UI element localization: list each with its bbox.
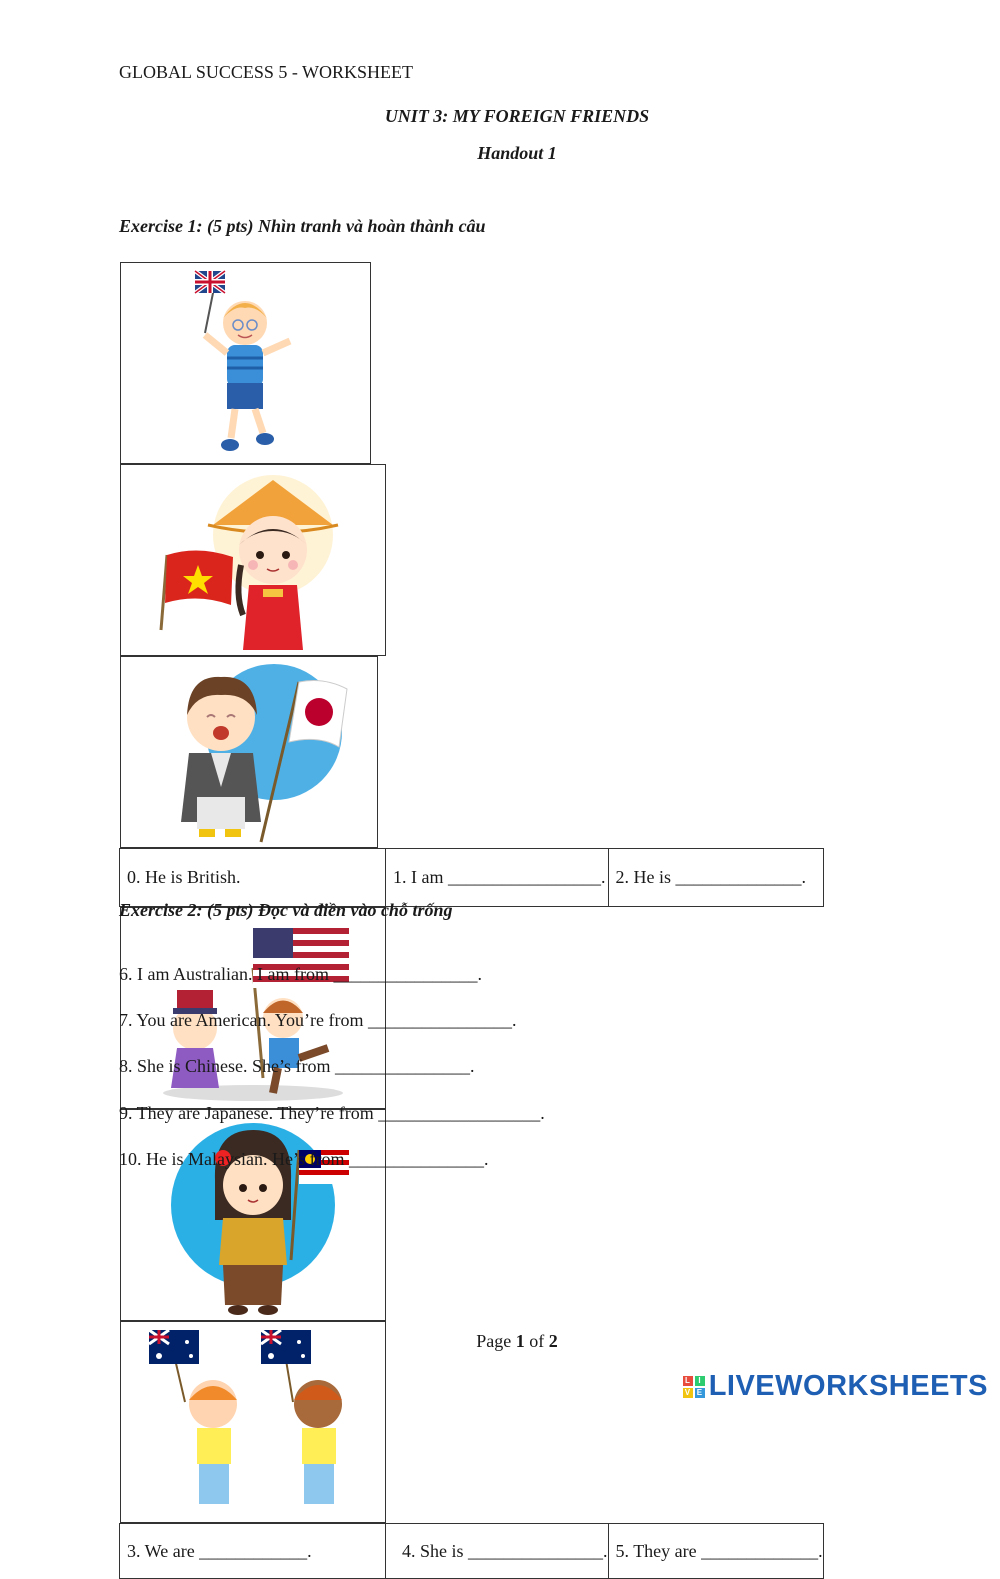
- exercise2-title: Exercise 2: (5 pts) Đọc và điền vào chỗ trống: [119, 900, 453, 920]
- live-icon: L I V E: [683, 1376, 705, 1398]
- handout-title: Handout 1: [477, 143, 557, 163]
- pic-british-boy: [120, 262, 371, 464]
- page-footer: [0, 1331, 1000, 1352]
- sentence-10: 10. He is Malaysian. He’s from _______________.: [119, 1149, 489, 1169]
- caption-3: 3. We are ____________.: [120, 1524, 386, 1579]
- caption-5: 5. They are _____________.: [608, 1524, 823, 1579]
- malaysian-girl-illustration: [153, 1110, 353, 1320]
- unit-title: UNIT 3: MY FOREIGN FRIENDS: [384, 106, 650, 126]
- vietnamese-girl-illustration: [153, 465, 353, 655]
- logo-text: LIVEWORKSHEETS: [708, 1370, 988, 1402]
- american-children-illustration: [153, 908, 353, 1108]
- footer-page: 1: [515, 1331, 525, 1351]
- pic-japanese-boy: [120, 656, 378, 848]
- sentence-9: 9. They are Japanese. They’re from __________________.: [119, 1103, 545, 1123]
- caption-4: 4. She is _______________.: [386, 1524, 609, 1579]
- british-boy-illustration: [175, 263, 315, 463]
- pic-vietnamese-girl: [120, 464, 386, 656]
- footer-prefix: Page: [476, 1331, 516, 1351]
- sentence-7: 7. You are American. You’re from ________________.: [119, 1010, 517, 1030]
- australian-boys-illustration: [143, 1322, 363, 1522]
- footer-middle: of: [524, 1331, 549, 1351]
- worksheet-header: GLOBAL SUCCESS 5 - WORKSHEET: [119, 62, 414, 82]
- caption-1: 1. I am _________________.: [386, 849, 609, 907]
- liveworksheets-logo: [683, 1370, 988, 1403]
- pic-american-children: [120, 907, 386, 1109]
- caption-0: 0. He is British.: [120, 849, 386, 907]
- sentence-8: 8. She is Chinese. She’s from _______________.: [119, 1056, 475, 1076]
- caption-2: 2. He is ______________.: [608, 849, 823, 907]
- footer-total: 2: [548, 1331, 558, 1351]
- pic-malaysian-girl: [120, 1109, 386, 1321]
- japanese-boy-illustration: [149, 657, 349, 847]
- exercise1-title: Exercise 1: (5 pts) Nhìn tranh và hoàn thành câu: [119, 216, 486, 236]
- sentence-6: 6. I am Australian. I am from ________________.: [119, 964, 482, 984]
